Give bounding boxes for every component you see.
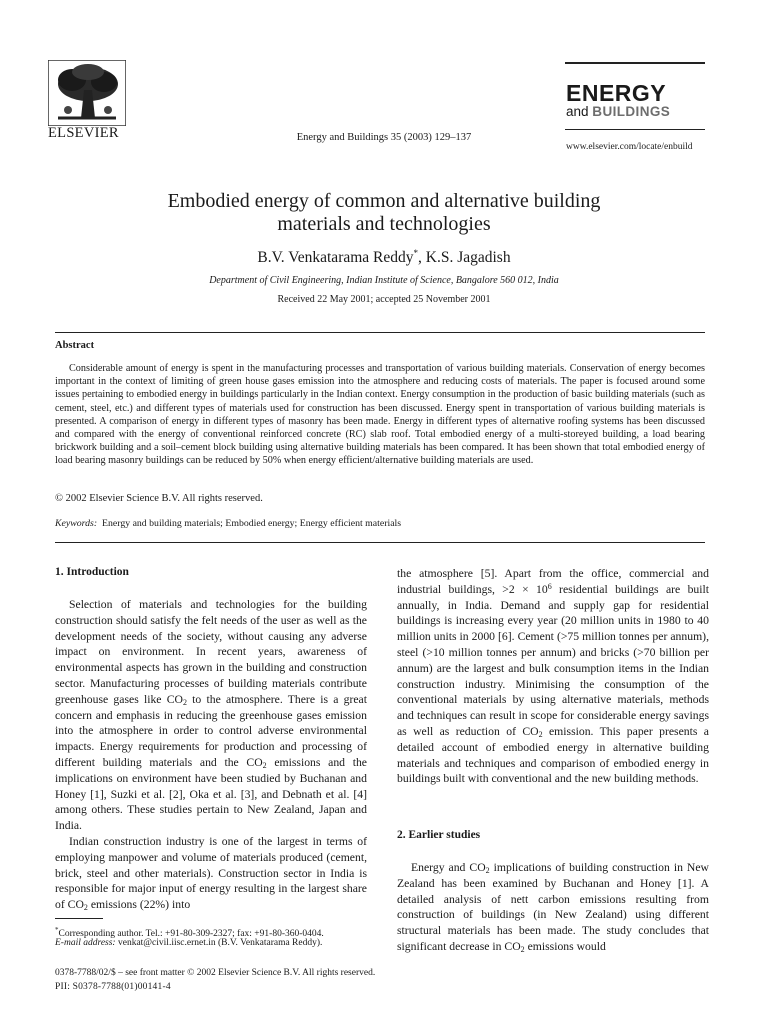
abstract-body: Considerable amount of energy is spent in the manufacturing processes and transportation of various building materials. Conservation of energy becomes important in the context of limiting of green house gases emission into the atmosphere and reducing costs of materials. The paper is focused around some issues pertaining to embodied energy in buildings particularly in the Indian context. Energy consumption in the production of basic building materials (such as cement, steel, etc.) and different types of materials used for construction has been discussed. Energy spent in transportation of various building materials is presented. A comparison of energy in different types of masonry has been made. Energy in different types of alternative roofing systems has been discussed and compared with the energy of conventional reinforced concrete (RC) slab roof. Total embodied energy of a multi-storeyed building, a load bearing brickwork building and a soil–cement block building using alternative building materials has been compared. It has been shown that total embodied energy of load bearing masonry buildings can be reduced by 50% when energy efficient/alternative building materials are used. — [55, 363, 705, 467]
publisher-name: ELSEVIER — [48, 125, 119, 141]
footnote-mark: * — [55, 926, 59, 934]
text-run: implications of building construction in New Zealand has been examined by Buchanan and Honey [1]. A detailed analysis of nett carbon emissions resulting from construction of buildings (in New Zealand) using different structural materials has been made. The study concludes that significant decrease in CO — [397, 861, 709, 953]
intro-paragraph-2 — [55, 834, 367, 913]
abstract-copyright: © 2002 Elsevier Science B.V. All rights reserved. — [55, 493, 263, 504]
title-line-2: materials and technologies — [277, 213, 491, 235]
subscript: 2 — [182, 697, 187, 707]
subscript: 2 — [538, 729, 543, 739]
brand-buildings: BUILDINGS — [592, 104, 671, 119]
brand-rule — [565, 62, 705, 64]
elsevier-tree-logo-icon — [48, 60, 126, 126]
email-label: E-mail address: — [55, 938, 116, 948]
text-run: emissions (22%) into — [87, 898, 191, 912]
text-run: Indian construction industry is one of the largest in terms of employing manpower and volume of materials produced (cement, brick, steel and other materials). Construction sector in India is responsible for major input of energy resulting in the largest share of CO — [55, 834, 367, 912]
journal-brand-energy: ENERGY — [566, 80, 667, 106]
pii-line: PII: S0378-7788(01)00141-4 — [55, 982, 171, 992]
email-value[interactable]: venkat@civil.iisc.ernet.in (B.V. Venkatarama Reddy). — [115, 938, 323, 948]
author-2: K.S. Jagadish — [425, 249, 511, 267]
journal-url[interactable]: www.elsevier.com/locate/enbuild — [566, 142, 693, 152]
text-run: to the atmosphere. There is a great concern and emphasis in reducing the greenhouse gases emission into the atmosphere in order to control adverse environmental impacts. Energy requirements for production and processing of different building materials and the CO — [55, 692, 367, 769]
section-2-heading: 2. Earlier studies — [397, 829, 481, 841]
text-run: emission. This paper presents a detailed account of embodied energy in alternative building materials and techniques and comparison of embodied energy in buildings built with conventional and the new building methods. — [397, 724, 709, 786]
right-column-earlier-studies — [397, 860, 709, 955]
title-line-1: Embodied energy of common and alternative building — [167, 190, 601, 212]
footnote-contact: Corresponding author. Tel.: +91-80-309-2327; fax: +91-80-360-0404. — [58, 929, 324, 940]
abstract-heading: Abstract — [55, 340, 95, 351]
affiliation: Department of Civil Engineering, Indian Institute of Science, Bangalore 560 012, India — [209, 275, 559, 286]
journal-citation: Energy and Buildings 35 (2003) 129–137 — [296, 132, 472, 143]
text-run: Selection of materials and technologies for the building construction should satisfy the felt needs of the user as well as the development needs of the society, without causing any adverse impact on environment. In recent years, awareness of environmental aspects has grown in the building and construction sector. Manufacturing processes of building materials contribute greenhouse gases like CO — [55, 598, 367, 706]
journal-brand-buildings — [566, 104, 670, 120]
subscript: 2 — [83, 903, 88, 913]
text-run: residential buildings are built annually, in India. Demand and supply gap for residential buildings is increasing every year (20 million units in 1980 to 40 million units in 2000 [6]. Cement (>75 million tonnes per annum), steel (>10 million tonnes per annum) and bricks (>70 billion per annum) are the largest and bulk consumption items in the Indian construction industry. Minimising the consumption of the conventional materials by using alternative materials, methods and techniques can result in scope for considerable energy savings as well as reduction of CO — [397, 582, 709, 738]
intro-paragraph-2-continued — [397, 566, 709, 787]
author-1: B.V. Venkatarama Reddy — [257, 249, 414, 267]
subscript: 2 — [485, 866, 490, 875]
keywords-label: Keywords: — [55, 518, 98, 529]
intro-paragraph-1 — [55, 597, 367, 834]
superscript: 6 — [547, 581, 552, 591]
authors — [0, 248, 768, 267]
author-sep: , — [418, 249, 426, 267]
text-run: emissions and the implications on environment have been studied by Buchanan and Honey [1], Suzki et al. [2], Oka et al. [3], and Debnath et al. [4] among others. These studies pertain to New Zealand, Japan and India. — [55, 755, 367, 833]
footnote-email — [55, 937, 322, 950]
subscript: 2 — [262, 760, 267, 770]
subscript: 2 — [520, 944, 525, 954]
article-title — [0, 190, 768, 236]
right-column-intro-continued — [397, 566, 709, 787]
abstract-rule-bottom — [55, 542, 705, 543]
abstract-rule-top — [55, 332, 705, 333]
text-run: Energy and CO — [411, 861, 486, 874]
section-1-heading: 1. Introduction — [55, 566, 129, 578]
left-column — [55, 597, 367, 913]
earlier-studies-paragraph-1 — [397, 860, 709, 955]
keywords — [55, 518, 401, 529]
keywords-list: Energy and building materials; Embodied energy; Energy efficient materials — [102, 518, 402, 529]
received-dates: Received 22 May 2001; accepted 25 November 2001 — [277, 294, 491, 305]
text-run: emissions would — [524, 939, 606, 953]
front-matter-line: 0378-7788/02/$ – see front matter © 2002 Elsevier Science B.V. All rights reserved. — [55, 968, 376, 978]
text-run: the atmosphere [5]. Apart from the office, commercial and industrial buildings, >2 × 10 — [397, 567, 709, 596]
brand-and: and — [566, 104, 589, 119]
author-mark: * — [413, 248, 419, 258]
footnote-rule — [55, 918, 103, 919]
brand-rule-lower — [565, 129, 705, 130]
